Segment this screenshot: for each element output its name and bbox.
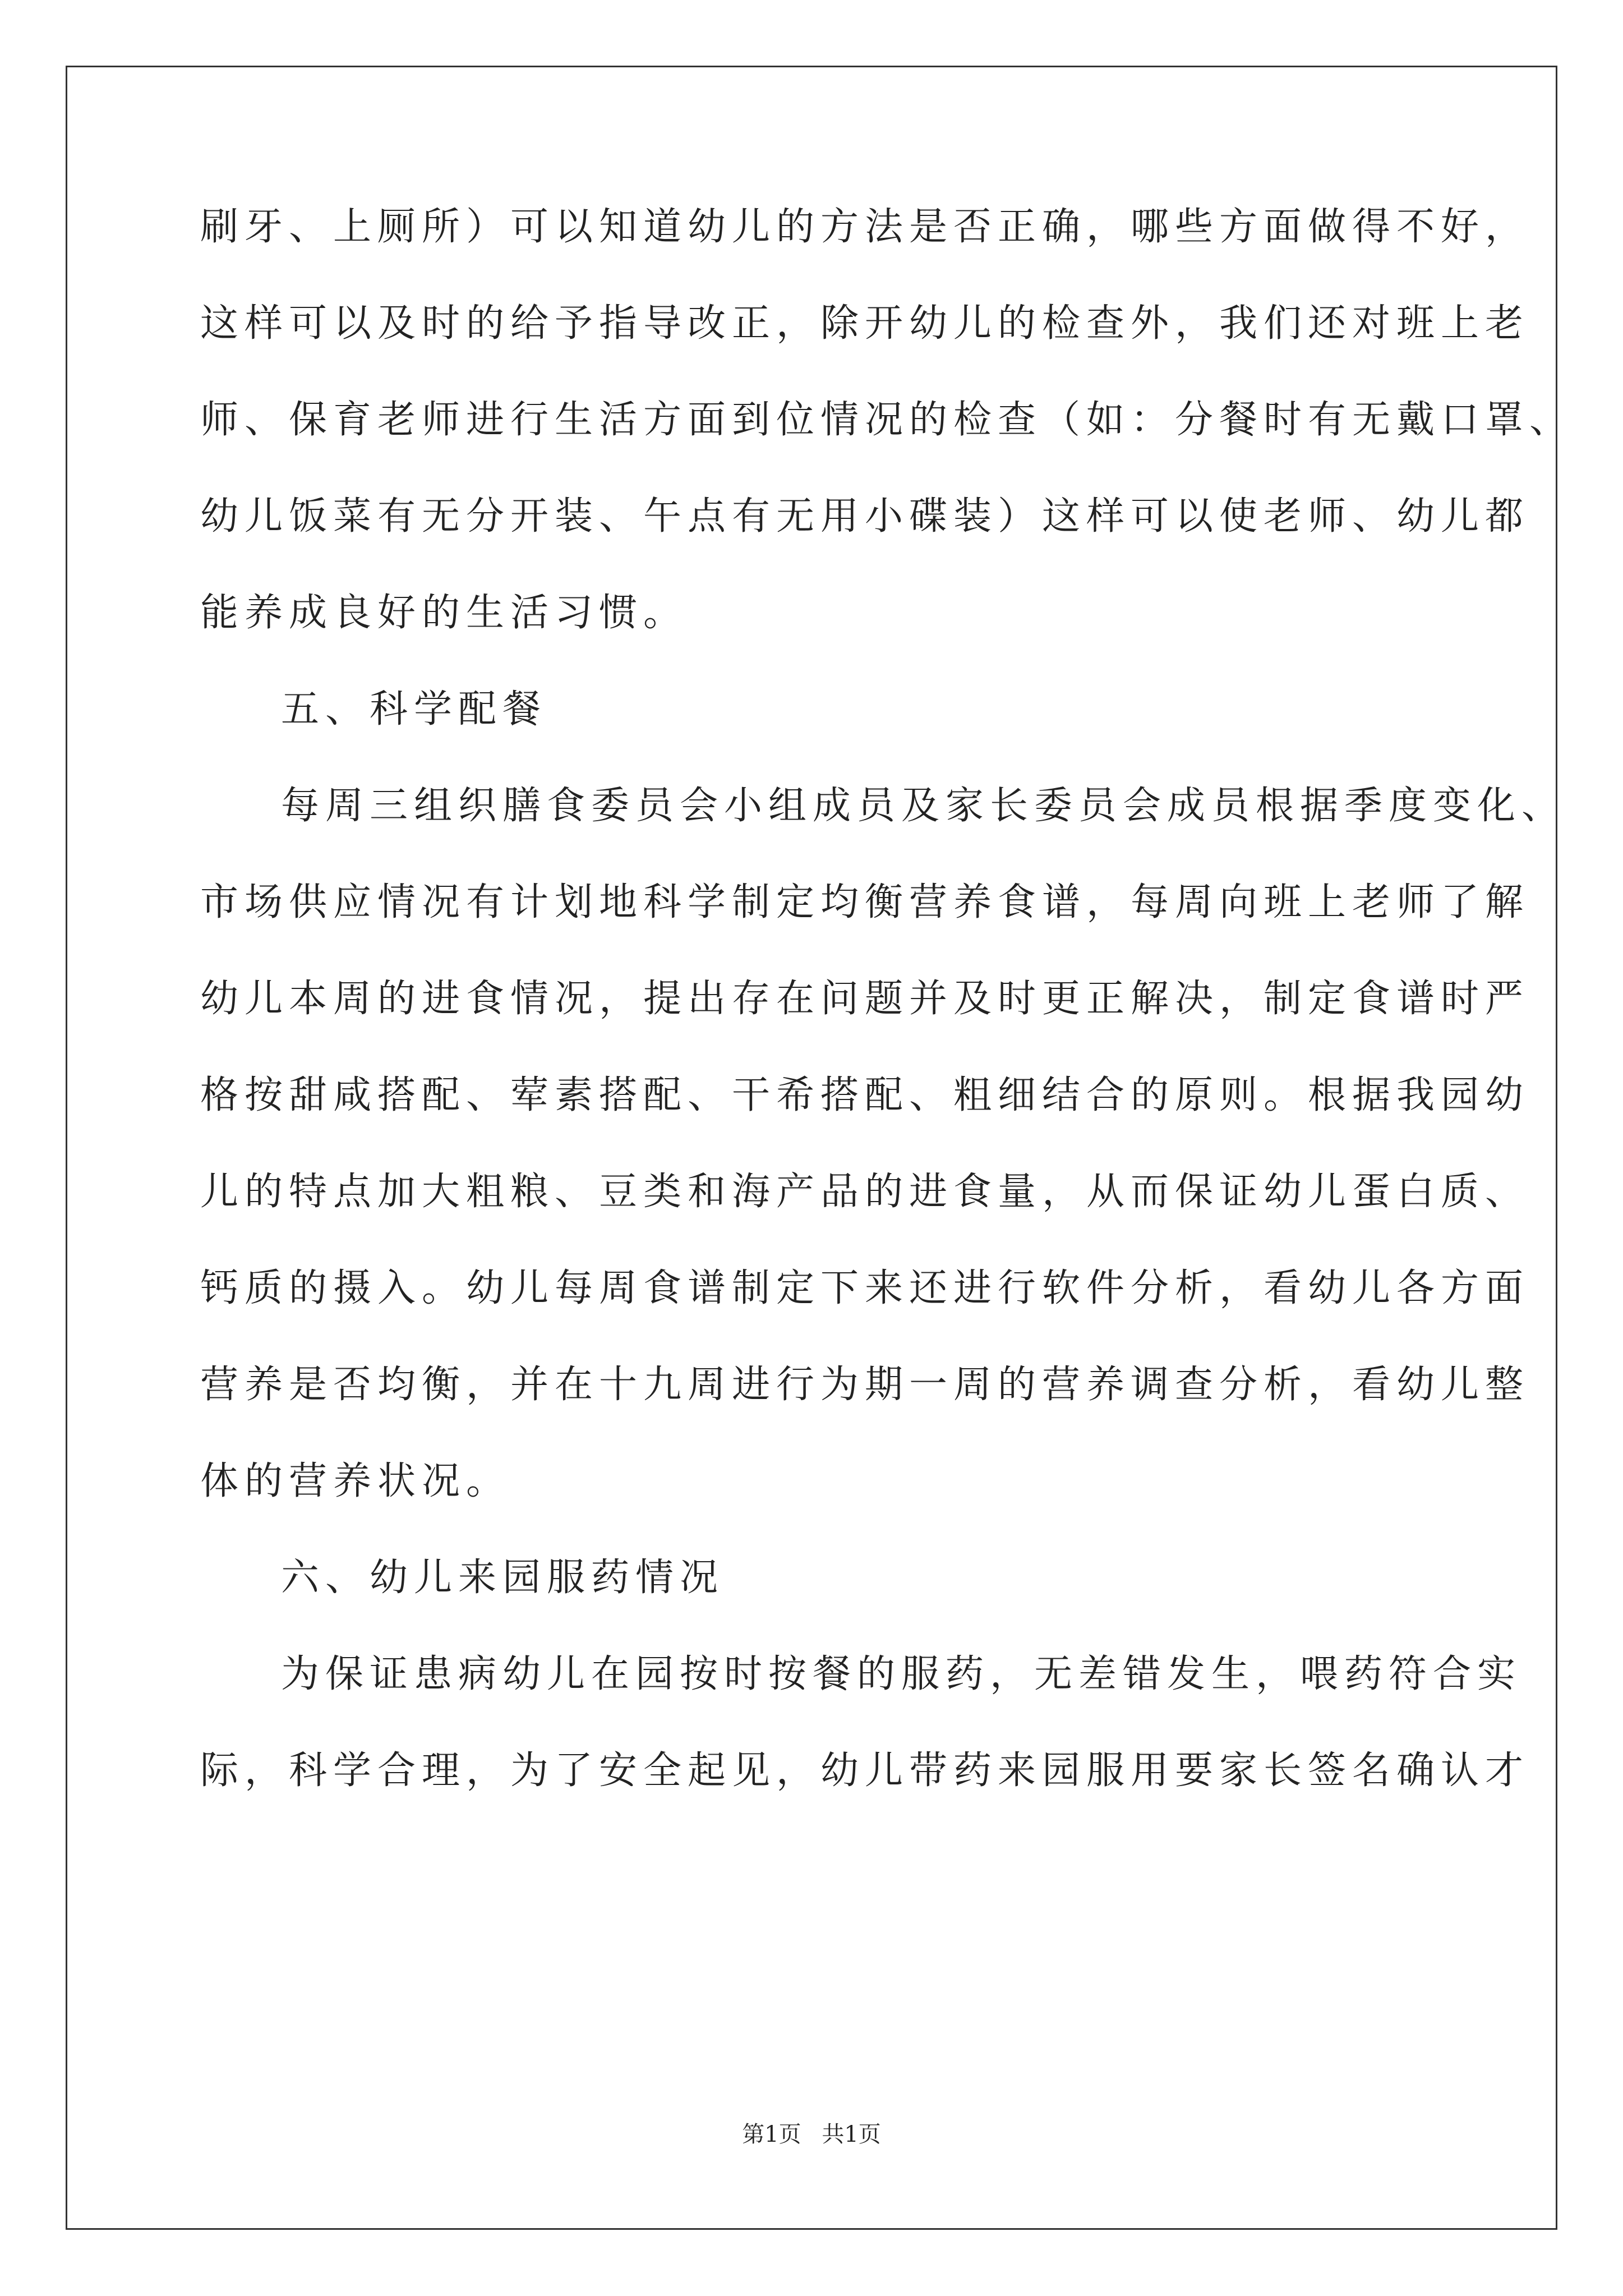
text-line: 每周三组织膳食委员会小组成员及家长委员会成员根据季度变化、 bbox=[281, 784, 1566, 828]
section-heading: 五、科学配餐 bbox=[281, 687, 547, 731]
text-line: 能养成良好的生活习惯。 bbox=[200, 591, 688, 635]
text-line: 幼儿饭菜有无分开装、午点有无用小碟装）这样可以使老师、幼儿都 bbox=[200, 494, 1530, 539]
text-line: 刷牙、上厕所）可以知道幼儿的方法是否正确，哪些方面做得不好， bbox=[200, 205, 1530, 249]
section-heading: 六、幼儿来园服药情况 bbox=[281, 1556, 725, 1600]
page-footer bbox=[0, 2120, 1623, 2148]
page-border bbox=[66, 66, 1574, 2230]
text-line: 钙质的摄入。幼儿每周食谱制定下来还进行软件分析，看幼儿各方面 bbox=[200, 1266, 1530, 1310]
page-total: 共1页 bbox=[822, 2122, 881, 2147]
text-line: 体的营养状况。 bbox=[200, 1459, 511, 1503]
text-line: 格按甜咸搭配、荤素搭配、干希搭配、粗细结合的原则。根据我园幼 bbox=[200, 1073, 1530, 1117]
text-line: 市场供应情况有计划地科学制定均衡营养食谱，每周向班上老师了解 bbox=[200, 880, 1530, 924]
text-line: 为保证患病幼儿在园按时按餐的服药，无差错发生，喂药符合实 bbox=[281, 1652, 1522, 1696]
text-line: 儿的特点加大粗粮、豆类和海产品的进食量，从而保证幼儿蛋白质、 bbox=[200, 1170, 1530, 1214]
text-line: 营养是否均衡，并在十九周进行为期一周的营养调查分析，看幼儿整 bbox=[200, 1363, 1530, 1407]
text-line: 师、保育老师进行生活方面到位情况的检查（如：分餐时有无戴口罩、 bbox=[200, 398, 1574, 442]
text-line: 际，科学合理，为了安全起见，幼儿带药来园服用要家长签名确认才 bbox=[200, 1749, 1530, 1793]
text-line: 幼儿本周的进食情况，提出存在问题并及时更正解决，制定食谱时严 bbox=[200, 977, 1530, 1021]
text-line: 这样可以及时的给予指导改正，除开幼儿的检查外，我们还对班上老 bbox=[200, 301, 1530, 346]
page-number: 第1页 bbox=[742, 2122, 801, 2147]
